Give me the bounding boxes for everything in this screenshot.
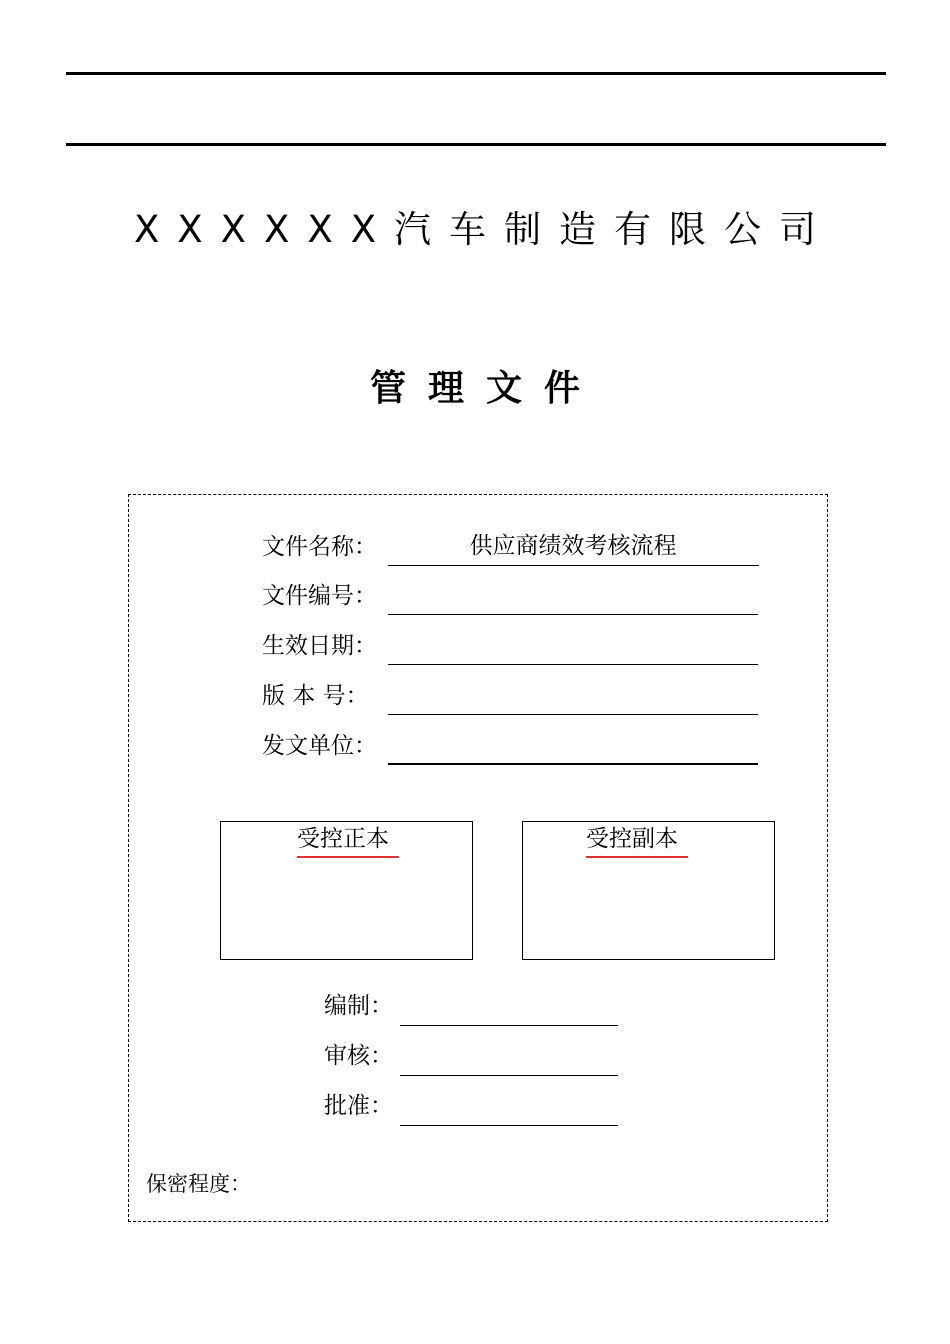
file-name-value: 供应商绩效考核流程 (469, 533, 677, 559)
reviewed-by-label: 审核： (324, 1043, 393, 1069)
approved-by-line (400, 1125, 618, 1126)
version-number-line (388, 714, 758, 715)
effective-date-label: 生效日期： (262, 633, 377, 659)
reviewed-by-line (400, 1075, 618, 1076)
effective-date-line (388, 664, 758, 665)
file-number-label: 文件编号： (262, 583, 377, 609)
file-number-line (388, 614, 758, 615)
controlled-original-box (220, 821, 473, 960)
prepared-by-line (400, 1025, 618, 1026)
company-name: XXXXXX汽车制造有限公司 (133, 208, 835, 251)
file-name-label: 文件名称： (262, 534, 377, 560)
file-name-line (388, 565, 759, 566)
controlled-copy-box (522, 821, 775, 960)
controlled-copy-label: 受控副本 (586, 826, 678, 852)
version-number-label: 版 本 号： (262, 683, 369, 709)
controlled-copy-underline (586, 856, 688, 858)
prepared-by-label: 编制： (324, 993, 393, 1019)
header-top-rule (66, 72, 886, 75)
header-bottom-rule (66, 143, 886, 146)
document-type-title: 管理文件 (369, 368, 602, 409)
controlled-original-label: 受控正本 (297, 826, 389, 852)
confidentiality-label: 保密程度： (146, 1172, 251, 1196)
issuing-unit-line (388, 763, 758, 765)
controlled-original-underline (297, 856, 399, 858)
approved-by-label: 批准： (324, 1093, 393, 1119)
issuing-unit-label: 发文单位： (262, 733, 377, 759)
